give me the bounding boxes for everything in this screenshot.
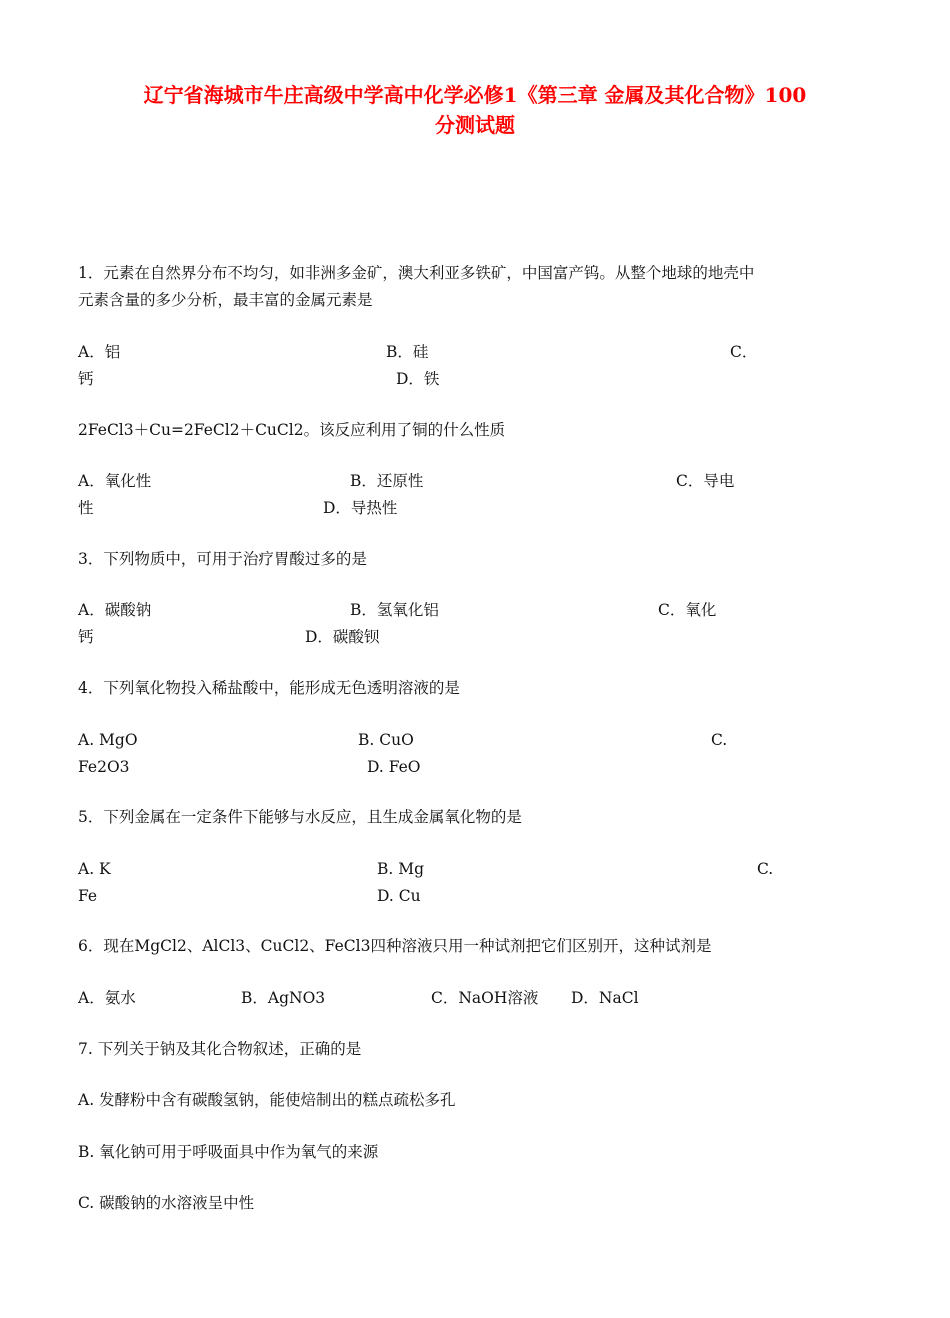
q4-option-c-continued: Fe2O3 — [78, 758, 130, 776]
q4-option-a: A. MgO — [78, 731, 138, 749]
q1-stem-line-2: 元素含量的多少分析，最丰富的金属元素是 — [78, 291, 373, 309]
q7-option-a: A. 发酵粉中含有碳酸氢钠，能使焙制出的糕点疏松多孔 — [78, 1091, 456, 1109]
q3-option-c: C．氧化 — [658, 601, 717, 619]
q1-option-c: C． — [730, 343, 758, 361]
document-title-line-1: 辽宁省海城市牛庄高级中学高中化学必修1《第三章 金属及其化合物》100 — [143, 83, 807, 107]
q7-stem: 7. 下列关于钠及其化合物叙述，正确的是 — [78, 1040, 362, 1058]
q4-option-b: B. CuO — [358, 731, 414, 749]
q6-stem: 6．现在MgCl2、AlCl3、CuCl2、FeCl3四种溶液只用一种试剂把它们区别开，这种试剂是 — [78, 937, 712, 955]
q1-option-b: B．硅 — [386, 343, 429, 361]
q5-option-c-continued: Fe — [78, 887, 98, 905]
q6-option-d: D．NaCl — [571, 989, 639, 1007]
q4-stem: 4．下列氧化物投入稀盐酸中，能形成无色透明溶液的是 — [78, 679, 460, 697]
q4-option-c: C. — [711, 731, 728, 749]
q6-option-c: C．NaOH溶液 — [431, 989, 539, 1007]
q5-option-a: A. K — [78, 860, 111, 878]
q3-option-d: D．碳酸钡 — [305, 628, 380, 646]
q5-option-b: B. Mg — [377, 860, 425, 878]
document-title-line-2: 分测试题 — [435, 113, 515, 137]
q3-stem: 3．下列物质中，可用于治疗胃酸过多的是 — [78, 550, 367, 568]
q5-stem: 5．下列金属在一定条件下能够与水反应，且生成金属氧化物的是 — [78, 808, 522, 826]
q5-option-c: C. — [757, 860, 774, 878]
q2-stem: 2FeCl3＋Cu=2FeCl2＋CuCl2。该反应利用了铜的什么性质 — [78, 421, 506, 439]
q1-option-a: A．铝 — [78, 343, 121, 361]
q6-option-a: A．氨水 — [78, 989, 136, 1007]
q1-option-c-continued: 钙 — [78, 370, 94, 388]
q2-option-b: B．还原性 — [350, 472, 424, 490]
q6-option-b: B．AgNO3 — [241, 989, 326, 1007]
q2-option-a: A．氧化性 — [78, 472, 152, 490]
q3-option-c-continued: 钙 — [78, 628, 94, 646]
q7-option-c: C. 碳酸钠的水溶液呈中性 — [78, 1194, 255, 1212]
q2-option-c: C．导电 — [676, 472, 735, 490]
q2-option-d: D．导热性 — [323, 499, 398, 517]
q1-option-d: D．铁 — [396, 370, 440, 388]
q5-option-d: D. Cu — [377, 887, 421, 905]
q7-option-b: B. 氧化钠可用于呼吸面具中作为氧气的来源 — [78, 1143, 379, 1161]
q2-option-c-continued: 性 — [78, 499, 94, 517]
q1-stem-line-1: 1．元素在自然界分布不均匀，如非洲多金矿，澳大利亚多铁矿，中国富产钨。从整个地球的地壳中 — [78, 264, 755, 282]
q4-option-d: D. FeO — [367, 758, 421, 776]
q3-option-a: A．碳酸钠 — [78, 601, 152, 619]
q3-option-b: B．氢氧化铝 — [350, 601, 439, 619]
